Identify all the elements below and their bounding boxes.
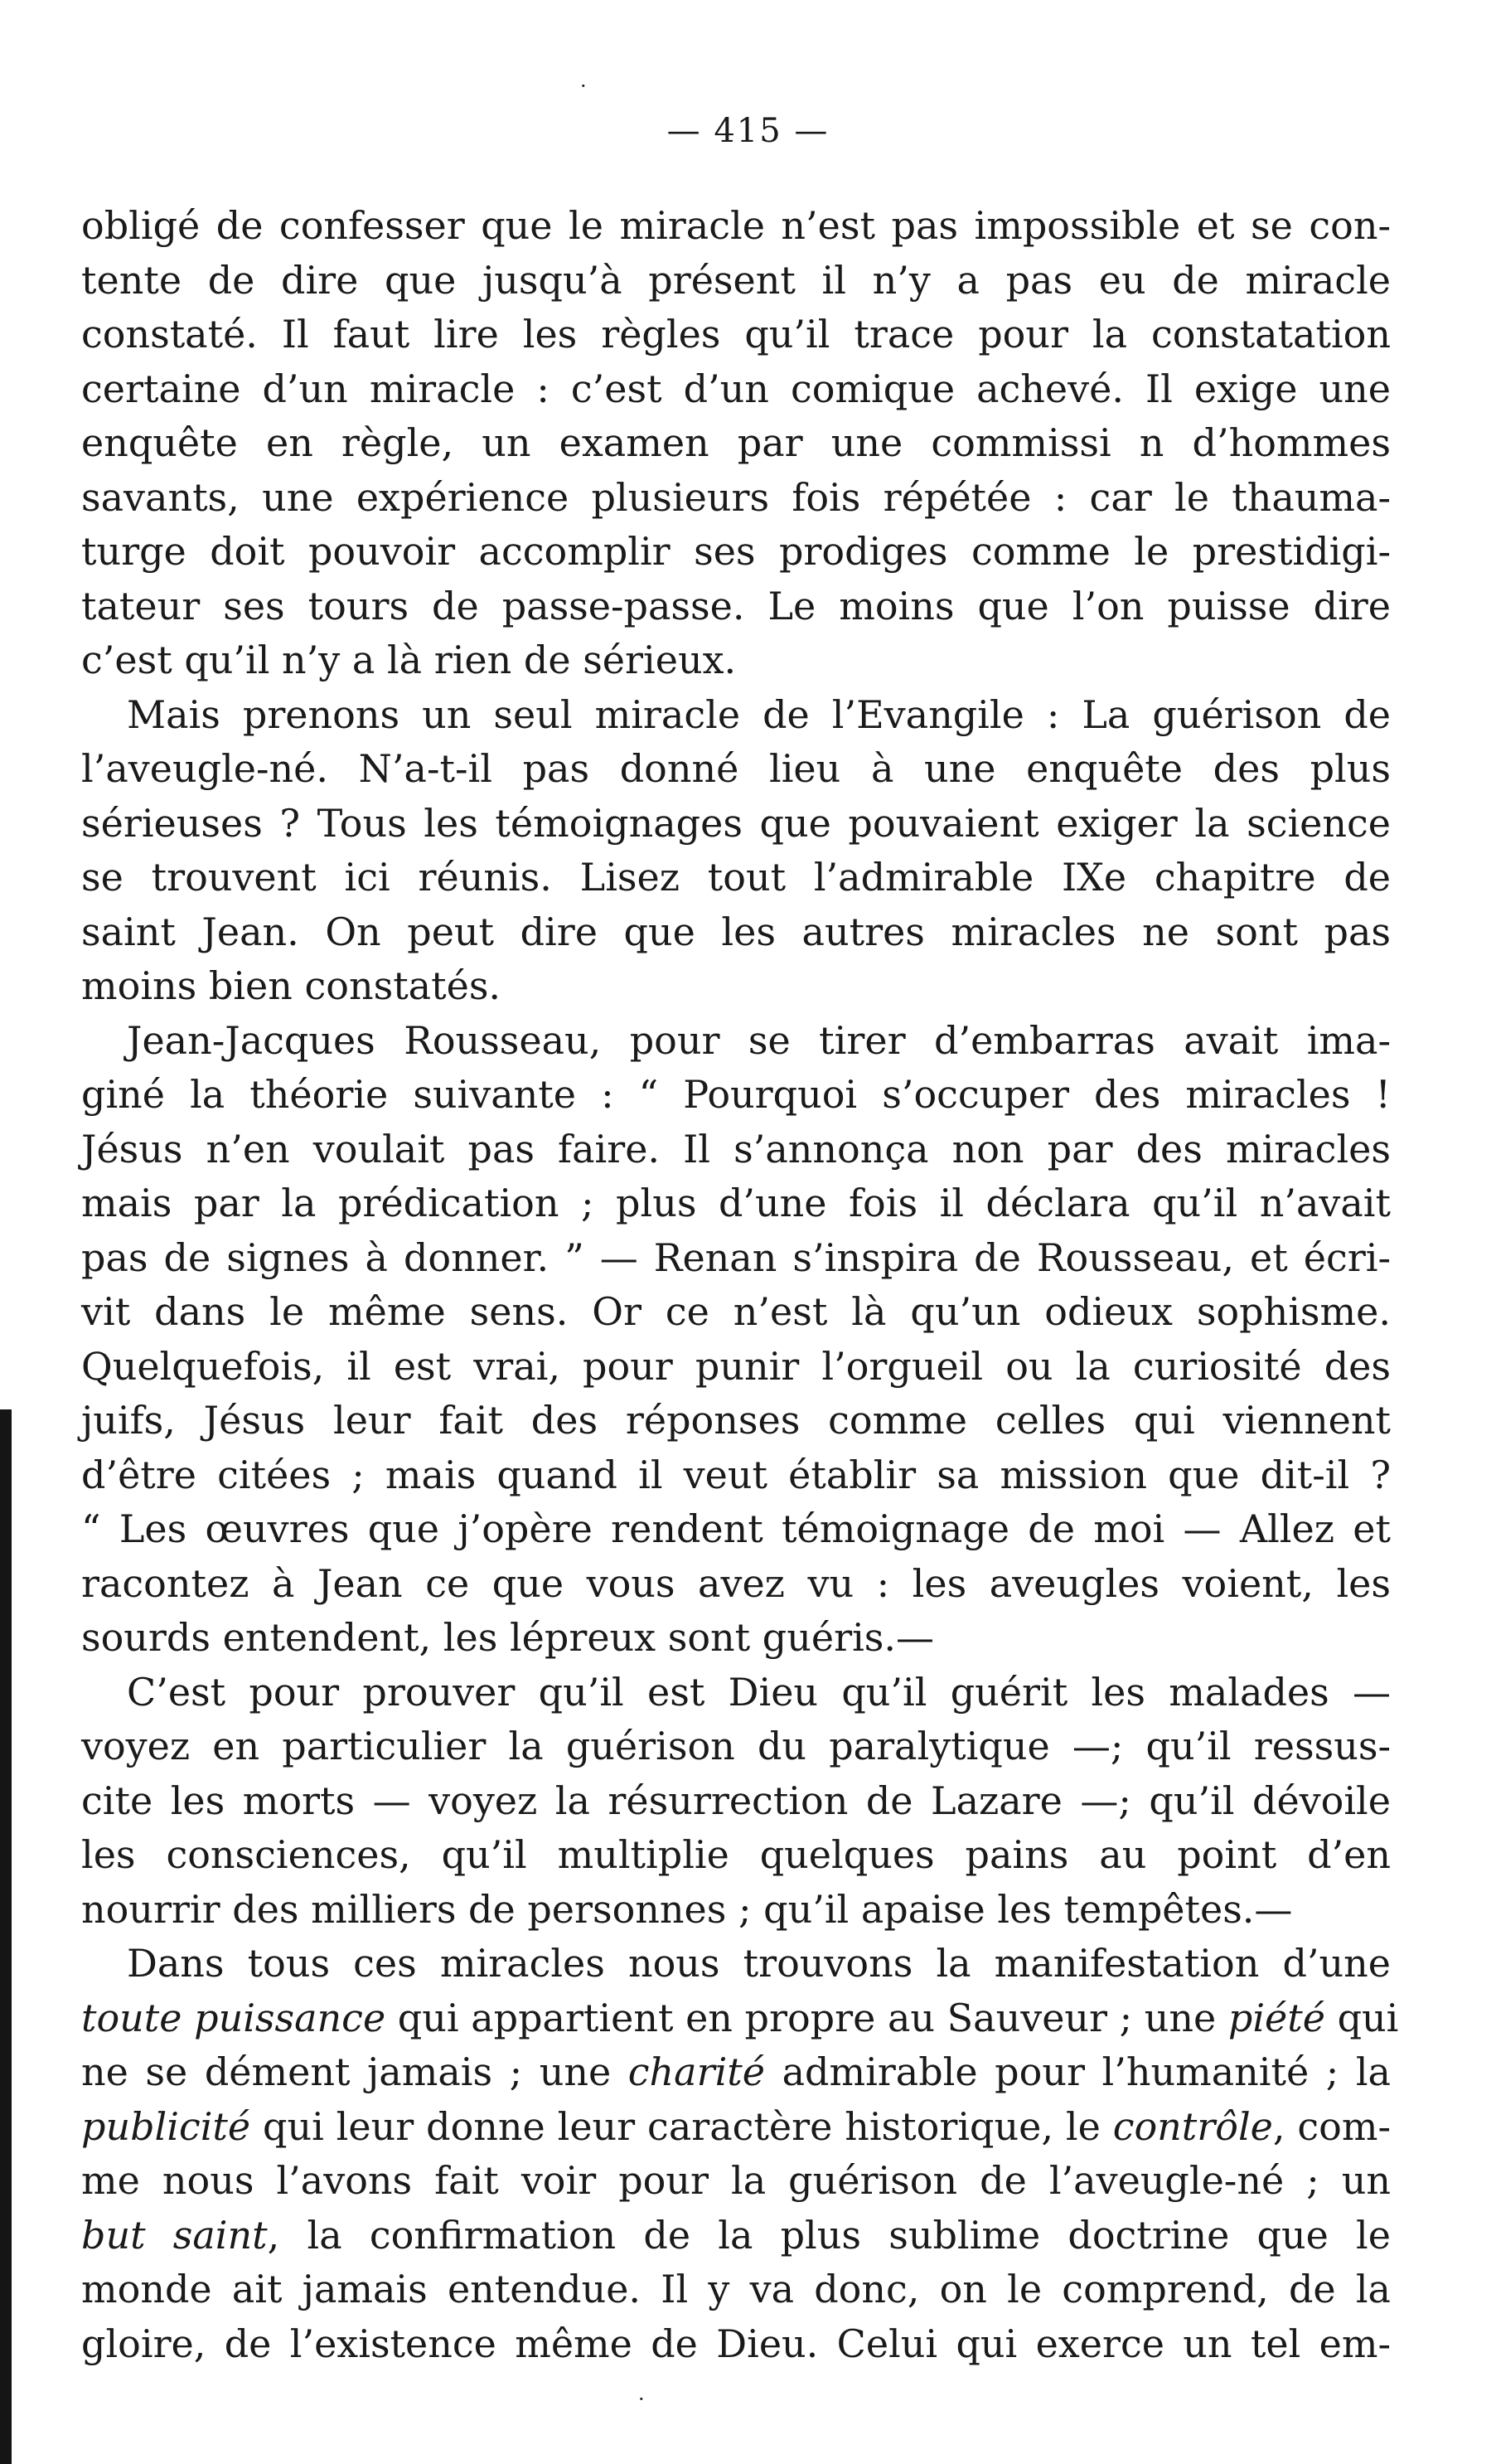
text-line: racontez à Jean ce que vous avez vu : les aveugles voient, les xyxy=(81,1560,1391,1606)
text-line: certaine d’un miracle : c’est d’un comique achevé. Il exige une xyxy=(81,366,1391,411)
text-line: turge doit pouvoir accomplir ses prodiges comme le prestidigi- xyxy=(81,529,1391,574)
ink-dot: · xyxy=(580,75,587,98)
text-line: giné la théorie suivante : “ Pourquoi s’occuper des miracles ! xyxy=(81,1072,1391,1117)
text-line: pas de signes à donner. ” — Renan s’inspira de Rousseau, et écri- xyxy=(81,1234,1391,1280)
text-line: monde ait jamais entendue. Il y va donc, on le comprend, de la xyxy=(81,2267,1391,2311)
text-line: gloire, de l’existence même de Dieu. Celui qui exerce un tel em- xyxy=(81,2321,1391,2366)
ink-dot: · xyxy=(638,2388,645,2411)
text-line: Jean-Jacques Rousseau, pour se tirer d’embarras avait ima- xyxy=(127,1017,1391,1063)
text-line: ne se dément jamais ; une charité admirable pour l’humanité ; la xyxy=(81,2049,1391,2094)
text-line: cite les morts — voyez la résurrection de Lazare —; qu’il dévoile xyxy=(81,1778,1391,1823)
text-line: juifs, Jésus leur fait des réponses comme celles qui viennent xyxy=(81,1398,1391,1443)
text-line: toute puissance qui appartient en propre au Sauveur ; une piété qui xyxy=(81,1995,1399,2040)
text-line: Jésus n’en voulait pas faire. Il s’annonça non par des miracles xyxy=(81,1126,1391,1171)
text-line: se trouvent ici réunis. Lisez tout l’admirable IXe chapitre de xyxy=(81,855,1391,900)
text-line: constaté. Il faut lire les règles qu’il trace pour la constatation xyxy=(81,312,1391,357)
body-text xyxy=(81,199,1399,2371)
text-line: savants, une expérience plusieurs fois répétée : car le thauma- xyxy=(81,474,1391,520)
text-line: tateur ses tours de passe-passe. Le moins que l’on puisse dire xyxy=(81,583,1391,628)
text-line: moins bien constatés. xyxy=(81,963,501,1008)
text-line: l’aveugle-né. N’a-t-il pas donné lieu à une enquête des plus xyxy=(81,746,1391,791)
text-line: but saint, la confirmation de la plus sublime doctrine que le xyxy=(81,2212,1391,2258)
text-line: vit dans le même sens. Or ce n’est là qu’un odieux sophisme. xyxy=(81,1289,1391,1334)
text-line: publicité qui leur donne leur caractère historique, le contrôle, com- xyxy=(81,2103,1392,2149)
text-line: sérieuses ? Tous les témoignages que pouvaient exiger la science xyxy=(81,800,1391,846)
text-line: “ Les œuvres que j’opère rendent témoignage de moi — Allez et xyxy=(81,1506,1391,1551)
text-line: voyez en particulier la guérison du paralytique —; qu’il ressus- xyxy=(81,1724,1391,1768)
page-number: — 415 — xyxy=(666,112,830,150)
text-line: saint Jean. On peut dire que les autres miracles ne sont pas xyxy=(81,909,1391,954)
text-line: sourds entendent, les lépreux sont guéris.— xyxy=(81,1615,935,1660)
text-line: Dans tous ces miracles nous trouvons la manifestation d’une xyxy=(127,1941,1391,1986)
text-line: me nous l’avons fait voir pour la guérison de l’aveugle-né ; un xyxy=(81,2158,1391,2203)
text-line: nourrir des milliers de personnes ; qu’il apaise les tempêtes.— xyxy=(81,1886,1293,1932)
text-line: Quelquefois, il est vrai, pour punir l’orgueil ou la curiosité des xyxy=(81,1343,1391,1389)
text-line: obligé de confesser que le miracle n’est pas impossible et se con- xyxy=(81,203,1391,248)
scan-edge-shadow xyxy=(0,1409,12,2464)
text-line: c’est qu’il n’y a là rien de sérieux. xyxy=(81,638,737,682)
text-line: mais par la prédication ; plus d’une fois il déclara qu’il n’avait xyxy=(81,1181,1391,1225)
text-line: Mais prenons un seul miracle de l’Evangile : La guérison de xyxy=(127,691,1391,737)
text-line: enquête en règle, un examen par une commissi n d’hommes xyxy=(81,420,1391,465)
text-line: C’est pour prouver qu’il est Dieu qu’il guérit les malades — xyxy=(127,1669,1391,1715)
text-line: tente de dire que jusqu’à présent il n’y a pas eu de miracle xyxy=(81,257,1391,303)
text-line: d’être citées ; mais quand il veut établir sa mission que dit-il ? xyxy=(81,1452,1391,1497)
text-line: les consciences, qu’il multiplie quelques pains au point d’en xyxy=(81,1832,1391,1877)
